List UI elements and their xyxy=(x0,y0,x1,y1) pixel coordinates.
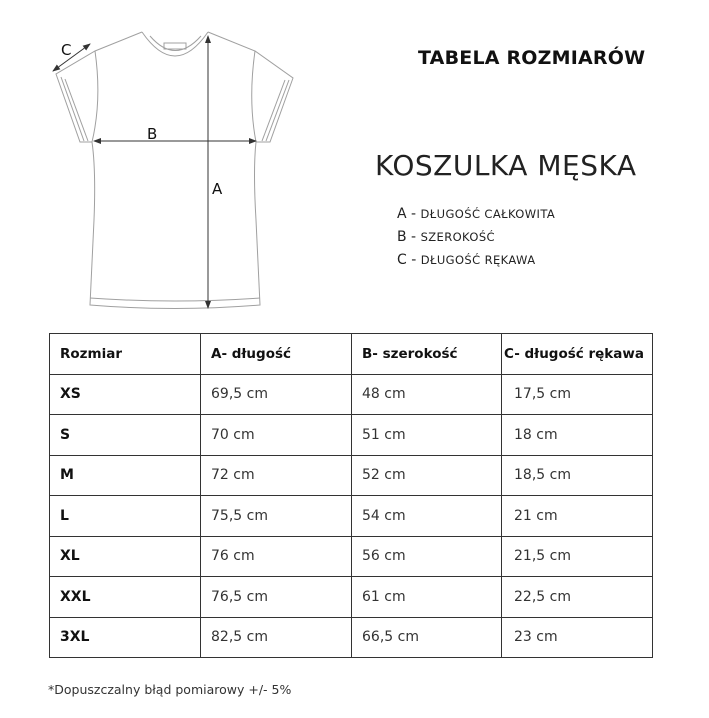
legend-key: B - xyxy=(397,229,417,245)
tshirt-diagram xyxy=(0,0,360,320)
table-row xyxy=(50,577,653,618)
label-a: A xyxy=(212,180,223,198)
cell-size: 3XL xyxy=(50,617,201,658)
cell-width: 61 cm xyxy=(352,577,502,618)
cell-sleeve: 21,5 cm xyxy=(502,536,653,577)
cell-length: 72 cm xyxy=(201,455,352,496)
product-title: KOSZULKA MĘSKA xyxy=(375,149,637,182)
cell-sleeve: 17,5 cm xyxy=(502,374,653,415)
legend-item-c xyxy=(397,249,555,272)
cell-size: L xyxy=(50,496,201,537)
legend-item-a xyxy=(397,203,555,226)
cell-size: XL xyxy=(50,536,201,577)
page-title: TABELA ROZMIARÓW xyxy=(418,47,646,69)
cell-sleeve: 21 cm xyxy=(502,496,653,537)
cell-sleeve: 18,5 cm xyxy=(502,455,653,496)
cell-width: 54 cm xyxy=(352,496,502,537)
cell-size: XS xyxy=(50,374,201,415)
cell-width: 52 cm xyxy=(352,455,502,496)
measurement-legend xyxy=(397,203,555,272)
cell-sleeve: 22,5 cm xyxy=(502,577,653,618)
legend-key: C - xyxy=(397,252,417,268)
table-row xyxy=(50,374,653,415)
label-c: C xyxy=(61,41,72,59)
table-header-row xyxy=(50,334,653,375)
header-sleeve: C- długość rękawa xyxy=(502,334,653,375)
label-b: B xyxy=(147,125,158,143)
shirt-outline xyxy=(56,32,293,309)
cell-width: 48 cm xyxy=(352,374,502,415)
legend-text: SZEROKOŚĆ xyxy=(420,230,495,244)
cell-length: 76 cm xyxy=(201,536,352,577)
cell-width: 56 cm xyxy=(352,536,502,577)
header-size: Rozmiar xyxy=(50,334,201,375)
cell-length: 82,5 cm xyxy=(201,617,352,658)
footnote: *Dopuszczalny błąd pomiarowy +/- 5% xyxy=(48,682,292,697)
cell-width: 66,5 cm xyxy=(352,617,502,658)
cell-sleeve: 18 cm xyxy=(502,415,653,456)
header-length: A- długość xyxy=(201,334,352,375)
table-row xyxy=(50,415,653,456)
legend-text: DŁUGOŚĆ CAŁKOWITA xyxy=(420,207,556,221)
cell-length: 75,5 cm xyxy=(201,496,352,537)
table-row xyxy=(50,496,653,537)
table-row xyxy=(50,455,653,496)
legend-item-b xyxy=(397,226,555,249)
cell-length: 76,5 cm xyxy=(201,577,352,618)
cell-size: XXL xyxy=(50,577,201,618)
cell-size: M xyxy=(50,455,201,496)
cell-size: S xyxy=(50,415,201,456)
legend-key: A - xyxy=(397,206,417,222)
size-table xyxy=(49,333,653,658)
cell-length: 70 cm xyxy=(201,415,352,456)
legend-text: DŁUGOŚĆ RĘKAWA xyxy=(420,253,536,267)
table-row xyxy=(50,617,653,658)
cell-width: 51 cm xyxy=(352,415,502,456)
cell-length: 69,5 cm xyxy=(201,374,352,415)
cell-sleeve: 23 cm xyxy=(502,617,653,658)
table-row xyxy=(50,536,653,577)
header-width: B- szerokość xyxy=(352,334,502,375)
